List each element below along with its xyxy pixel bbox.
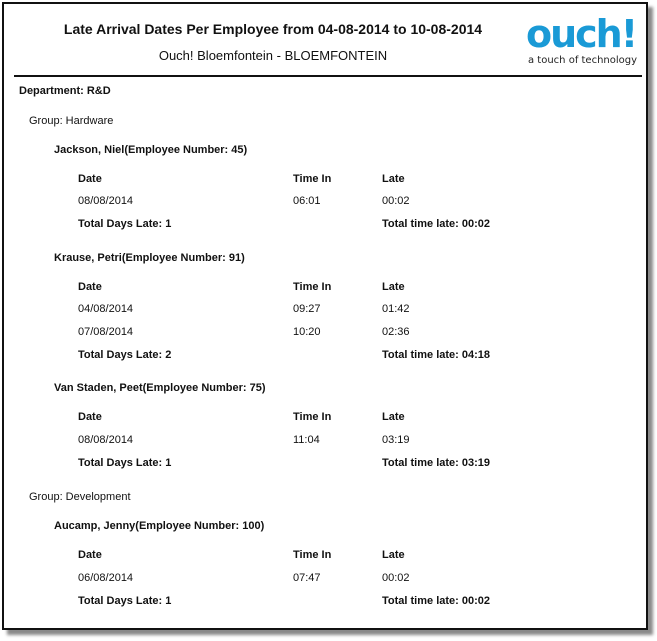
column-header-date: Date [78,549,102,561]
column-header-time-in: Time In [293,549,332,561]
company-logo [524,12,640,70]
total-days-late: Total Days Late: 2 [78,349,172,361]
total-time-late: Total time late: 03:19 [382,457,490,469]
group-label: Group: Hardware [29,115,114,127]
employee-name: Jackson, Niel(Employee Number: 45) [54,144,248,156]
column-header-time-in: Time In [293,281,332,293]
report-subtitle: Ouch! Bloemfontein - BLOEMFONTEIN [158,48,388,63]
logo-tagline: a touch of technology [528,55,638,66]
row-late: 00:02 [382,195,410,207]
employee-name: Krause, Petri(Employee Number: 91) [54,252,245,264]
column-header-late: Late [382,411,405,423]
total-time-late: Total time late: 04:18 [382,349,490,361]
row-time-in: 10:20 [293,326,321,338]
column-header-date: Date [78,411,102,423]
employee-name: Van Staden, Peet(Employee Number: 75) [54,382,266,394]
row-late: 01:42 [382,303,410,315]
column-header-late: Late [382,173,405,185]
group-label: Group: Development [29,491,131,503]
total-days-late: Total Days Late: 1 [78,457,172,469]
row-date: 04/08/2014 [78,303,134,315]
row-date: 08/08/2014 [78,195,134,207]
logo-wordmark: ouch! [526,12,637,56]
column-header-late: Late [382,549,405,561]
total-days-late: Total Days Late: 1 [78,218,172,230]
row-time-in: 09:27 [293,303,321,315]
total-time-late: Total time late: 00:02 [382,595,490,607]
total-time-late: Total time late: 00:02 [382,218,490,230]
column-header-time-in: Time In [293,411,332,423]
report-title: Late Arrival Dates Per Employee from 04-08-2014 to 10-08-2014 [63,21,483,37]
employee-name: Aucamp, Jenny(Employee Number: 100) [54,520,265,532]
row-date: 06/08/2014 [78,572,134,584]
department-label: Department: R&D [19,85,111,97]
row-date: 08/08/2014 [78,434,134,446]
row-time-in: 06:01 [293,195,321,207]
row-date: 07/08/2014 [78,326,134,338]
total-days-late: Total Days Late: 1 [78,595,172,607]
column-header-date: Date [78,173,102,185]
header-divider [14,75,642,77]
report-page [2,2,648,630]
row-late: 02:36 [382,326,410,338]
row-time-in: 11:04 [293,434,320,446]
column-header-late: Late [382,281,405,293]
row-late: 03:19 [382,434,410,446]
row-late: 00:02 [382,572,410,584]
column-header-date: Date [78,281,102,293]
column-header-time-in: Time In [293,173,332,185]
row-time-in: 07:47 [293,572,321,584]
